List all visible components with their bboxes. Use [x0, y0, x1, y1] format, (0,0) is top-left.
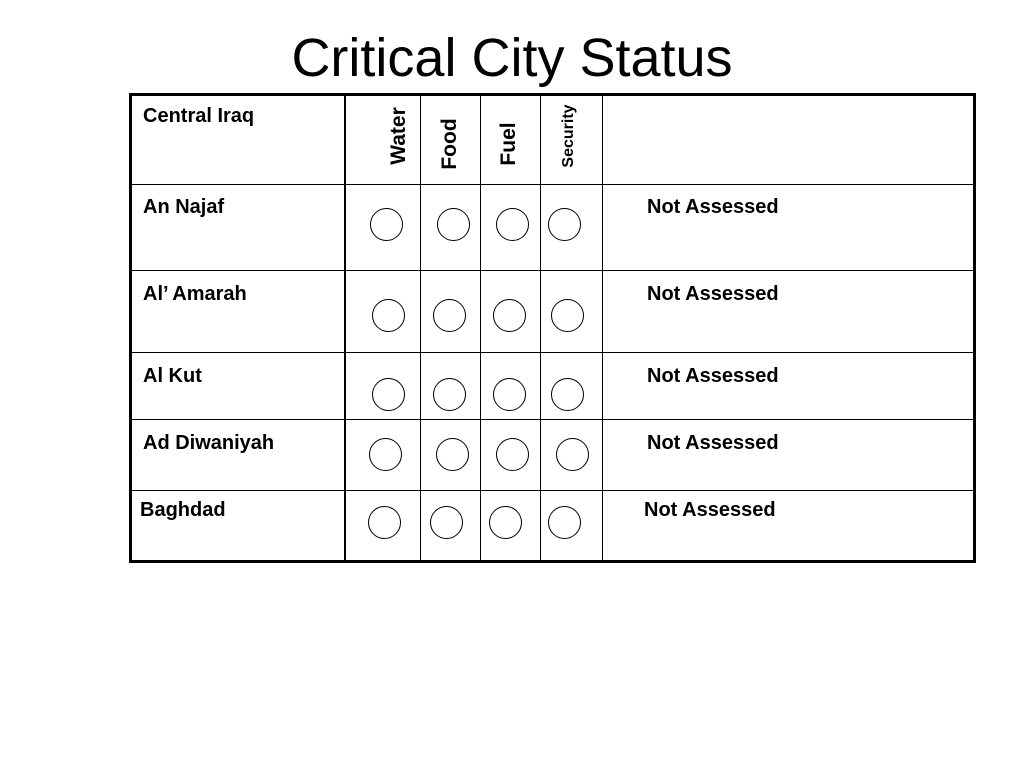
security-status-circle[interactable]: [551, 378, 584, 411]
food-status-circle[interactable]: [433, 299, 466, 332]
security-status-circle[interactable]: [548, 208, 581, 241]
row-divider: [132, 352, 973, 353]
row-divider: [132, 184, 973, 185]
water-status-circle[interactable]: [372, 378, 405, 411]
city-name: Baghdad: [140, 499, 226, 521]
row-divider: [132, 419, 973, 420]
fuel-status-circle[interactable]: [493, 299, 526, 332]
status-table: [129, 93, 976, 563]
column-header-food: Food: [438, 118, 461, 170]
food-status-circle[interactable]: [437, 208, 470, 241]
water-status-circle[interactable]: [369, 438, 402, 471]
assessment-status: Not Assessed: [647, 432, 779, 454]
row-divider: [132, 270, 973, 271]
column-header-security: Security: [560, 104, 577, 168]
water-status-circle[interactable]: [372, 299, 405, 332]
water-status-circle[interactable]: [368, 506, 401, 539]
column-header-fuel: Fuel: [497, 122, 520, 166]
fuel-status-circle[interactable]: [496, 208, 529, 241]
food-status-circle[interactable]: [433, 378, 466, 411]
city-name: Al’ Amarah: [143, 283, 247, 305]
security-status-circle[interactable]: [551, 299, 584, 332]
fuel-status-circle[interactable]: [493, 378, 526, 411]
water-status-circle[interactable]: [370, 208, 403, 241]
column-header-water: Water: [387, 107, 410, 165]
fuel-status-circle[interactable]: [496, 438, 529, 471]
column-divider: [602, 96, 603, 560]
food-status-circle[interactable]: [436, 438, 469, 471]
row-divider: [132, 490, 973, 491]
city-name: An Najaf: [143, 196, 225, 218]
assessment-status: Not Assessed: [644, 499, 776, 521]
assessment-status: Not Assessed: [647, 365, 779, 387]
assessment-status: Not Assessed: [647, 283, 779, 305]
security-status-circle[interactable]: [556, 438, 589, 471]
city-name: Al Kut: [143, 365, 202, 387]
security-status-circle[interactable]: [548, 506, 581, 539]
food-status-circle[interactable]: [430, 506, 463, 539]
region-label: Central Iraq: [143, 105, 255, 127]
column-divider: [540, 96, 541, 560]
city-name: Ad Diwaniyah: [143, 432, 275, 454]
column-divider: [344, 96, 346, 560]
slide-title: Critical City Status: [291, 28, 733, 88]
fuel-status-circle[interactable]: [489, 506, 522, 539]
column-divider: [480, 96, 481, 560]
column-divider: [420, 96, 421, 560]
assessment-status: Not Assessed: [647, 196, 779, 218]
